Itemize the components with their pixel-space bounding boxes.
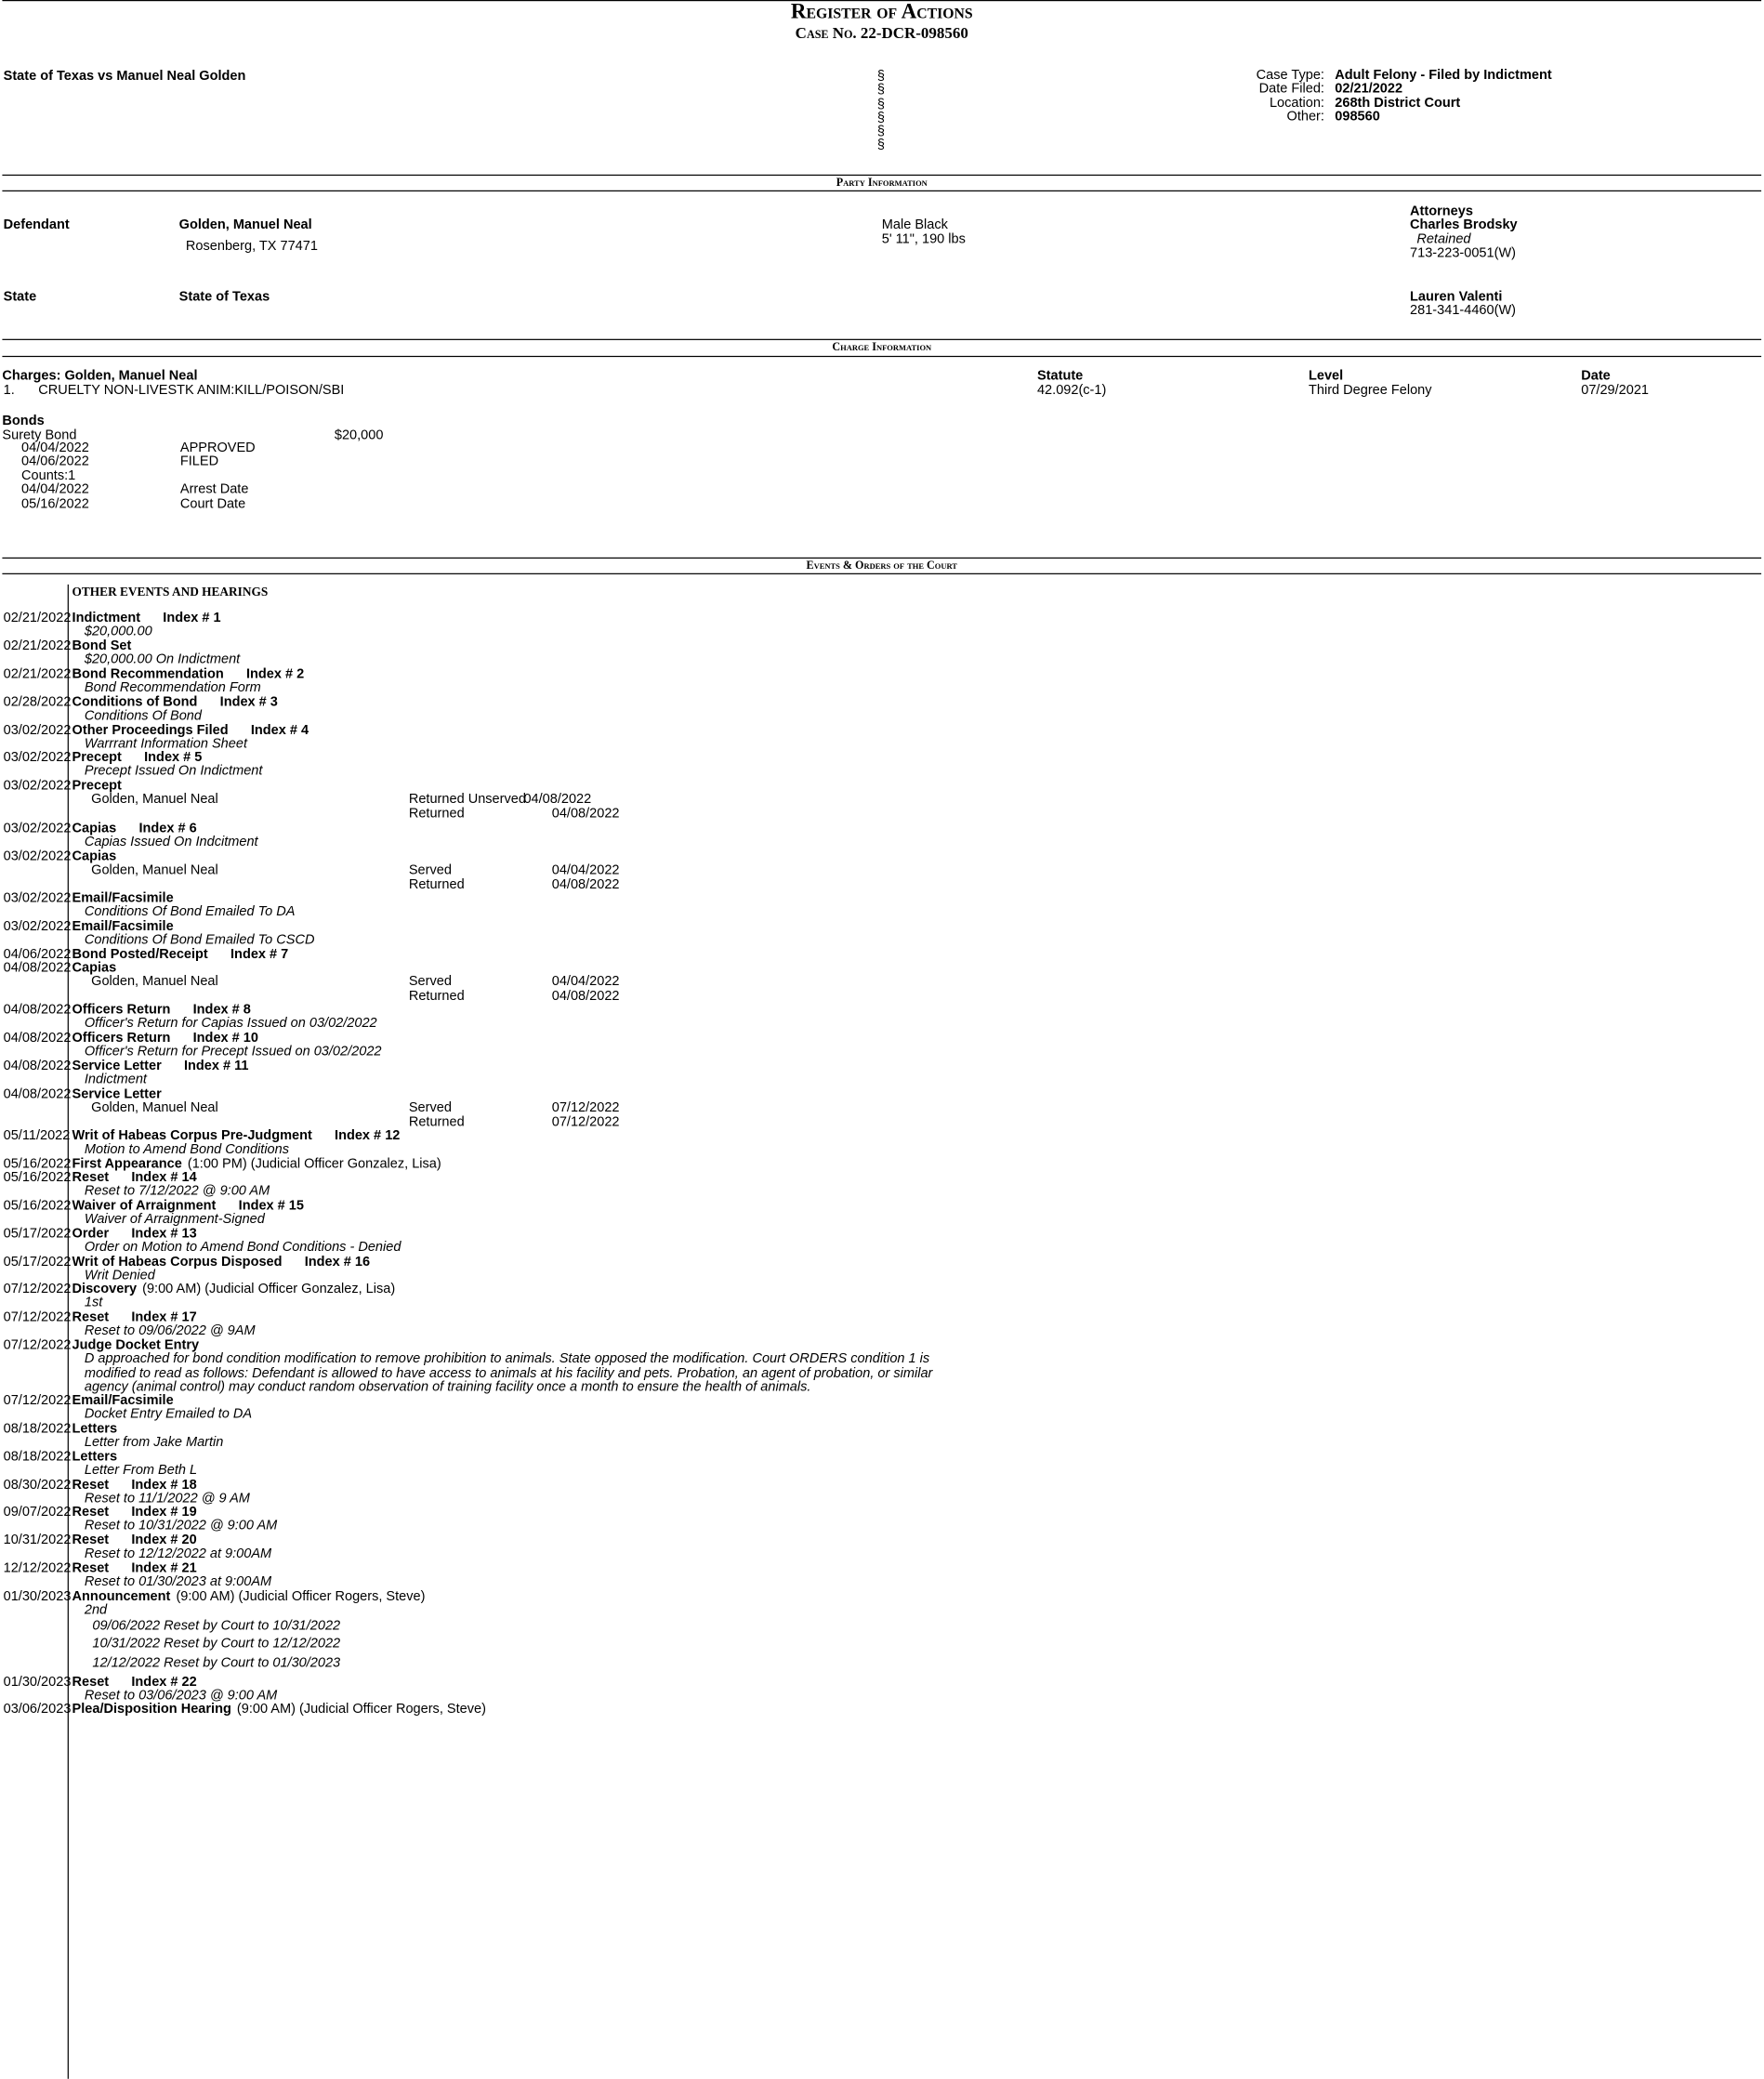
event-index: Index # 21 [131, 1559, 197, 1576]
event-title-text[interactable]: Capias [72, 959, 117, 976]
event-title-text[interactable]: Reset [72, 1531, 110, 1547]
events-rule-bottom [2, 573, 1761, 574]
defendant-sex-race: Male Black [881, 216, 948, 232]
case-details [1228, 68, 1552, 124]
event-description: Conditions Of Bond Emailed To CSCD [84, 931, 315, 948]
event-title-text[interactable]: Other Proceedings Filed [72, 721, 229, 738]
event-title-text[interactable]: Indictment [72, 609, 141, 625]
event-date: 02/28/2022 [3, 693, 72, 710]
event-description: Indictment [84, 1071, 147, 1087]
event-party: Golden, Manuel Neal [91, 972, 218, 989]
event-date: 04/06/2022 [3, 945, 72, 962]
event-index: Index # 10 [192, 1029, 258, 1046]
charge-heading: Charge Information [832, 341, 932, 354]
event-party: Golden, Manuel Neal [91, 1099, 218, 1115]
event-title-text[interactable]: Bond Set [72, 637, 132, 653]
event-title[interactable] [72, 1587, 426, 1604]
reset-history-entry: 12/12/2022 Reset by Court to 01/30/2023 [92, 1653, 341, 1670]
defendant-name: Golden, Manuel Neal [178, 216, 312, 232]
defense-attorney-name[interactable]: Charles Brodsky [1410, 216, 1518, 232]
bond-row: 04/06/2022 FILED [21, 453, 219, 469]
event-title-text[interactable]: Reset [72, 1308, 110, 1324]
event-date: 10/31/2022 [3, 1531, 72, 1547]
attorneys-label: Attorneys [1410, 203, 1473, 219]
service-date: 04/08/2022 [551, 987, 620, 1004]
event-date: 05/16/2022 [3, 1197, 72, 1214]
event-date: 03/06/2023 [3, 1700, 72, 1717]
event-description: Reset to 09/06/2022 @ 9AM [84, 1322, 256, 1338]
event-index: Index # 14 [131, 1168, 197, 1185]
event-title-text[interactable]: Plea/Disposition Hearing [72, 1700, 231, 1717]
event-title-text[interactable]: Writ of Habeas Corpus Disposed [72, 1253, 283, 1270]
event-index: Index # 12 [335, 1126, 401, 1143]
event-date: 04/08/2022 [3, 1057, 72, 1073]
event-time-officer: (9:00 AM) (Judicial Officer Gonzalez, Lisa) [142, 1280, 396, 1296]
event-description: Writ Denied [84, 1267, 155, 1283]
charge-rule-bottom [2, 356, 1761, 357]
event-date: 03/02/2022 [3, 777, 72, 794]
event-description: Capias Issued On Indcitment [84, 833, 258, 849]
state-role: State [3, 288, 37, 305]
service-date: 04/08/2022 [551, 875, 620, 892]
event-date: 03/02/2022 [3, 889, 72, 906]
event-date: 09/07/2022 [3, 1503, 72, 1520]
event-index: Index # 2 [245, 665, 305, 682]
event-description-line: modified to read as follows: Defendant is allowed to have access to animals at his facility and pets. Probation, an agent of probation, or similar [84, 1363, 933, 1380]
event-description: Reset to 03/06/2023 @ 9:00 AM [84, 1687, 278, 1704]
event-title-text[interactable]: Capias [72, 820, 117, 836]
bond-row: 04/04/2022 Arrest Date [21, 480, 249, 497]
event-title[interactable] [72, 1281, 396, 1297]
event-description: Conditions Of Bond [84, 706, 202, 723]
event-date: 05/16/2022 [3, 1168, 72, 1185]
date-header: Date [1581, 367, 1611, 383]
defense-attorney-phone: 713-223-0051(W) [1410, 243, 1517, 260]
event-index: Index # 3 [219, 693, 278, 710]
event-date: 03/02/2022 [3, 820, 72, 836]
events-divider [68, 585, 69, 2079]
section-marks [877, 69, 885, 151]
event-description: Conditions Of Bond Emailed To DA [84, 902, 296, 919]
event-description: Docket Entry Emailed to DA [84, 1405, 253, 1422]
section-mark: § [876, 109, 886, 125]
event-index: Index # 6 [138, 820, 197, 836]
charges-title: Charges: Golden, Manuel Neal [2, 367, 198, 383]
event-date: 04/08/2022 [3, 959, 72, 976]
event-title-text[interactable]: Conditions of Bond [72, 693, 198, 710]
service-status: Served [408, 1099, 452, 1115]
event-date: 02/21/2022 [3, 637, 72, 653]
event-description-line: D approached for bond condition modification to remove prohibition to animals. State opposed the modification. Court ORDERS condition 1 is [84, 1349, 930, 1366]
event-title-text[interactable]: Reset [72, 1673, 110, 1690]
event-description: $20,000.00 On Indictment [84, 651, 241, 667]
events-subheading: OTHER EVENTS AND HEARINGS [72, 586, 269, 599]
event-title-text[interactable]: Judge Docket Entry [72, 1336, 200, 1353]
service-date: 07/12/2022 [551, 1099, 620, 1115]
event-title[interactable] [72, 1701, 486, 1717]
charge-level: Third Degree Felony [1308, 381, 1432, 398]
section-mark: § [876, 123, 886, 139]
bond-history [21, 441, 256, 510]
event-title-text[interactable]: Service Letter [72, 1057, 162, 1073]
defendant-address: Rosenberg, TX 77471 [185, 237, 318, 254]
event-title-text[interactable]: Order [72, 1225, 110, 1242]
event-description: Motion to Amend Bond Conditions [84, 1140, 290, 1157]
party-rule-top [2, 175, 1761, 176]
event-description: 1st [84, 1294, 103, 1310]
reset-history-entry: 09/06/2022 Reset by Court to 10/31/2022 [92, 1617, 341, 1633]
section-mark: § [876, 137, 886, 153]
bond-row: 05/16/2022 Court Date [21, 494, 246, 511]
event-index: Index # 16 [304, 1253, 371, 1270]
service-date: 04/08/2022 [551, 804, 620, 821]
service-status: Returned [408, 804, 465, 821]
event-title-text[interactable]: Letters [72, 1448, 118, 1465]
event-index: Index # 20 [131, 1531, 197, 1547]
event-title-text[interactable]: Reset [72, 1503, 110, 1520]
event-description: Precept Issued On Indictment [84, 762, 263, 779]
service-status: Returned Unserved [408, 790, 526, 807]
event-index: Index # 13 [131, 1225, 197, 1242]
state-attorney-name[interactable]: Lauren Valenti [1410, 288, 1503, 305]
event-title-text[interactable]: Bond Recommendation [72, 665, 224, 682]
event-index: Index # 5 [144, 748, 203, 765]
event-index: Index # 11 [183, 1057, 249, 1073]
event-description: Letter from Jake Martin [84, 1433, 224, 1450]
case-style: State of Texas vs Manuel Neal Golden [3, 67, 246, 84]
other-row: Other: 098560 [1286, 108, 1380, 125]
event-title-text[interactable]: Waiver of Arraignment [72, 1197, 217, 1214]
section-mark: § [876, 81, 886, 98]
service-status: Returned [408, 987, 465, 1004]
charge-statute: 42.092(c-1) [1036, 381, 1107, 398]
event-title-text[interactable]: Email/Facsimile [72, 1391, 174, 1408]
page-title: Register of Actions [790, 0, 973, 24]
event-description: Reset to 10/31/2022 @ 9:00 AM [84, 1517, 278, 1533]
event-title-text[interactable]: Announcement [72, 1587, 171, 1604]
bond-row: 04/04/2022 APPROVED [21, 439, 256, 455]
event-time-officer: (1:00 PM) (Judicial Officer Gonzalez, Lisa) [187, 1155, 441, 1172]
event-description: $20,000.00 [84, 623, 152, 639]
event-title-text[interactable]: Officers Return [72, 1001, 171, 1018]
event-date: 07/12/2022 [3, 1280, 72, 1296]
charge-description: CRUELTY NON-LIVESTK ANIM:KILL/POISON/SBI [38, 381, 345, 398]
event-index: Index # 22 [131, 1673, 197, 1690]
event-description: 2nd [84, 1601, 108, 1618]
event-title-text[interactable]: Officers Return [72, 1029, 171, 1046]
event-title-text[interactable]: Precept [72, 748, 122, 765]
event-title-text[interactable]: Discovery [72, 1280, 138, 1296]
bond-row: Counts:1 [21, 467, 76, 483]
event-date: 01/30/2023 [3, 1587, 72, 1604]
charge-number: 1. [3, 381, 15, 398]
event-party: Golden, Manuel Neal [91, 861, 218, 877]
service-date: 04/08/2022 [523, 790, 592, 807]
event-description: Reset to 7/12/2022 @ 9:00 AM [84, 1182, 270, 1199]
service-status: Served [408, 861, 452, 877]
event-description: Letter From Beth L [84, 1461, 198, 1478]
event-index: Index # 4 [250, 721, 309, 738]
service-date: 07/12/2022 [551, 1112, 620, 1129]
service-status: Returned [408, 1112, 465, 1129]
event-title-text[interactable]: First Appearance [72, 1155, 182, 1172]
event-title-text[interactable]: Reset [72, 1476, 110, 1493]
defense-attorney-status: Retained [1416, 230, 1471, 247]
service-date: 04/04/2022 [551, 861, 620, 877]
service-date: 04/04/2022 [551, 972, 620, 989]
event-time-officer: (9:00 AM) (Judicial Officer Rogers, Steve) [236, 1700, 486, 1717]
event-date: 03/02/2022 [3, 748, 72, 765]
event-index: Index # 8 [192, 1001, 251, 1018]
event-title-text[interactable]: Email/Facsimile [72, 917, 174, 934]
events-heading: Events & Orders of the Court [806, 559, 957, 572]
case-number: Case No. 22-DCR-098560 [795, 25, 968, 44]
event-date: 04/08/2022 [3, 1086, 72, 1102]
bonds-heading: Bonds [2, 412, 45, 428]
event-description: Officer's Return for Capias Issued on 03/02/2022 [84, 1014, 377, 1031]
event-date: 01/30/2023 [3, 1673, 72, 1690]
event-description-line: agency (animal control) may conduct random observation of training facility once a month to ensure the health of animals. [84, 1378, 811, 1395]
state-name: State of Texas [178, 288, 270, 305]
event-title-text[interactable]: Reset [72, 1168, 110, 1185]
statute-header: Statute [1036, 367, 1084, 383]
event-title-text[interactable]: Precept [72, 777, 122, 794]
event-date: 05/17/2022 [3, 1225, 72, 1242]
event-title-text[interactable]: Writ of Habeas Corpus Pre-Judgment [72, 1126, 312, 1143]
event-description: Reset to 01/30/2023 at 9:00AM [84, 1572, 272, 1589]
event-title-text[interactable]: Service Letter [72, 1086, 162, 1102]
event-index: Index # 1 [163, 609, 221, 625]
bond-amount: $20,000 [334, 427, 384, 443]
event-title-text[interactable]: Email/Facsimile [72, 889, 174, 906]
charge-rule-top [2, 339, 1761, 340]
event-description: Officer's Return for Precept Issued on 03/02/2022 [84, 1043, 382, 1059]
state-attorney-phone: 281-341-4460(W) [1410, 301, 1517, 318]
event-date: 02/21/2022 [3, 609, 72, 625]
event-index: Index # 15 [238, 1197, 304, 1214]
event-title-text[interactable]: Bond Posted/Receipt [72, 945, 208, 962]
event-date: 08/18/2022 [3, 1448, 72, 1465]
location-row: Location: 268th District Court [1269, 94, 1461, 111]
event-date: 05/17/2022 [3, 1253, 72, 1270]
event-description: Order on Motion to Amend Bond Conditions - Denied [84, 1238, 402, 1255]
event-date: 03/02/2022 [3, 848, 72, 864]
date-filed-row: Date Filed: 02/21/2022 [1258, 80, 1403, 97]
event-date: 07/12/2022 [3, 1308, 72, 1324]
event-date: 04/08/2022 [3, 1029, 72, 1046]
party-heading: Party Information [836, 177, 928, 190]
section-mark: § [876, 67, 886, 84]
event-party: Golden, Manuel Neal [91, 790, 218, 807]
event-description: Waiver of Arraignment-Signed [84, 1210, 265, 1227]
event-date: 12/12/2022 [3, 1559, 72, 1576]
event-time-officer: (9:00 AM) (Judicial Officer Rogers, Steve) [176, 1587, 426, 1604]
event-date: 08/30/2022 [3, 1476, 72, 1493]
event-title-text[interactable]: Capias [72, 848, 117, 864]
event-description: Reset to 11/1/2022 @ 9 AM [84, 1490, 250, 1507]
service-status: Served [408, 972, 452, 989]
event-date: 07/12/2022 [3, 1336, 72, 1353]
event-description: Bond Recommendation Form [84, 678, 261, 695]
event-date: 07/12/2022 [3, 1391, 72, 1408]
case-type-row: Case Type: Adult Felony - Filed by Indictment [1256, 66, 1552, 83]
event-date: 08/18/2022 [3, 1419, 72, 1436]
bond-type: Surety Bond [2, 427, 77, 443]
section-mark: § [876, 95, 886, 112]
defendant-role: Defendant [3, 216, 70, 232]
defendant-height-weight: 5' 11", 190 lbs [881, 230, 966, 247]
event-date: 02/21/2022 [3, 665, 72, 682]
event-title-text[interactable]: Reset [72, 1559, 110, 1576]
event-date: 03/02/2022 [3, 721, 72, 738]
level-header: Level [1308, 367, 1344, 383]
service-status: Returned [408, 875, 465, 892]
event-description: Warrrant Information Sheet [84, 735, 247, 752]
event-index: Index # 7 [230, 945, 289, 962]
event-index: Index # 18 [131, 1476, 197, 1493]
event-description: Reset to 12/12/2022 at 9:00AM [84, 1545, 272, 1561]
event-title-text[interactable]: Letters [72, 1419, 118, 1436]
reset-history-entry: 10/31/2022 Reset by Court to 12/12/2022 [92, 1635, 341, 1651]
charge-offense-date: 07/29/2021 [1581, 381, 1650, 398]
event-date: 03/02/2022 [3, 917, 72, 934]
event-date: 04/08/2022 [3, 1001, 72, 1018]
event-index: Index # 19 [131, 1503, 197, 1520]
event-date: 05/16/2022 [3, 1155, 72, 1172]
event-date: 05/11/2022 [3, 1126, 71, 1143]
events-rule-top [2, 558, 1761, 559]
event-index: Index # 17 [131, 1308, 197, 1324]
